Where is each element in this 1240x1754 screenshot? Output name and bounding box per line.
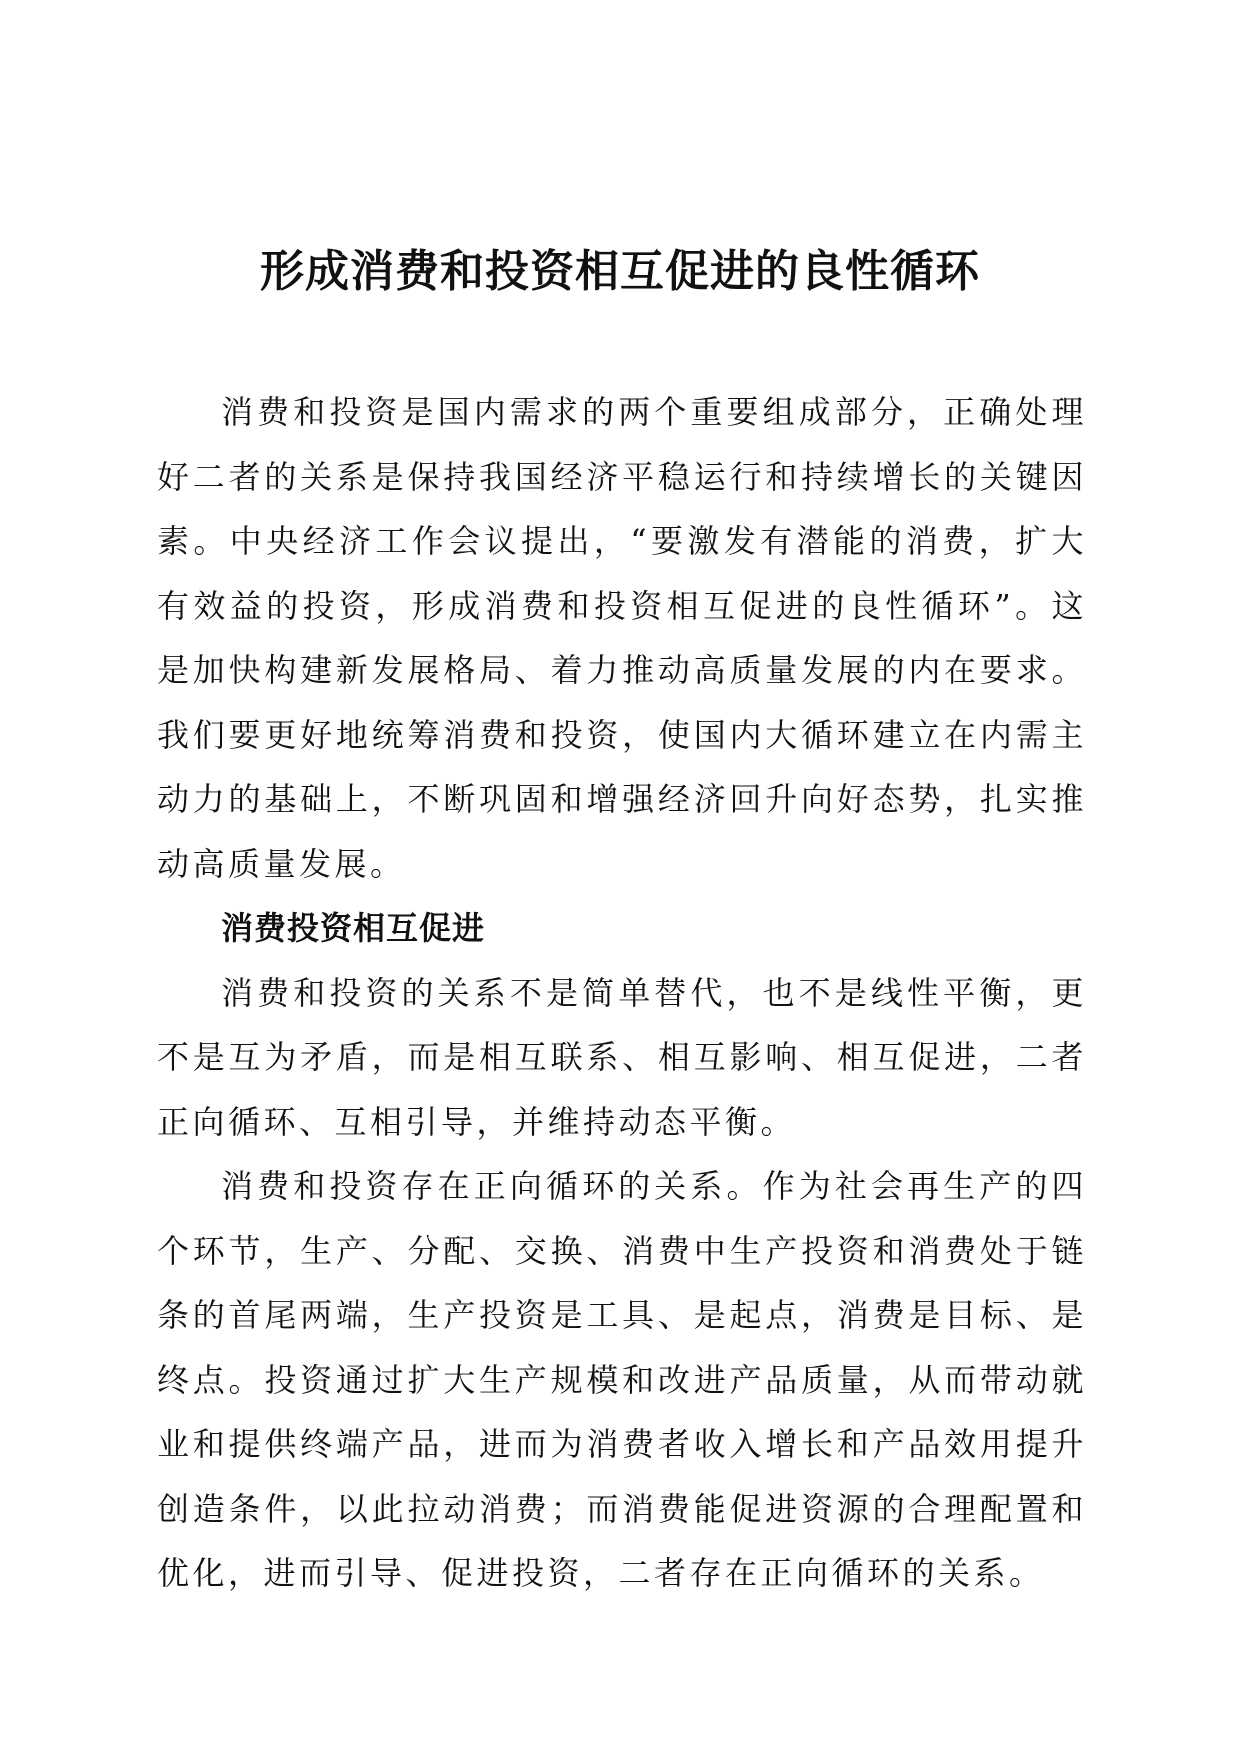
section-paragraph-2: 消费和投资存在正向循环的关系。作为社会再生产的四个环节，生产、分配、交换、消费中生产投资和消费处于链条的首尾两端，生产投资是工具、是起点，消费是目标、是终点。投资通过扩大生产规模和改进产品质量，从而带动就业和提供终端产品，进而为消费者收入增长和产品效用提升创造条件，以此拉动消费；而消费能促进资源的合理配置和优化，进而引导、促进投资，二者存在正向循环的关系。 xyxy=(157,1167,1087,1592)
document-title: 形成消费和投资相互促进的良性循环 xyxy=(260,246,980,297)
intro-paragraph: 消费和投资是国内需求的两个重要组成部分，正确处理好二者的关系是保持我国经济平稳运行和持续增长的关键因素。中央经济工作会议提出，“要激发有潜能的消费，扩大有效益的投资，形成消费和投资相互促进的良性循环”。这是加快构建新发展格局、着力推动高质量发展的内在要求。我们要更好地统筹消费和投资，使国内大循环建立在内需主动力的基础上，不断巩固和增强经济回升向好态势，扎实推动高质量发展。 xyxy=(157,393,1087,883)
document-body xyxy=(157,380,1087,1606)
section-paragraph-1: 消费和投资的关系不是简单替代，也不是线性平衡，更不是互为矛盾，而是相互联系、相互影响、相互促进，二者正向循环、互相引导，并维持动态平衡。 xyxy=(157,973,1087,1141)
section-heading: 消费投资相互促进 xyxy=(221,909,486,947)
